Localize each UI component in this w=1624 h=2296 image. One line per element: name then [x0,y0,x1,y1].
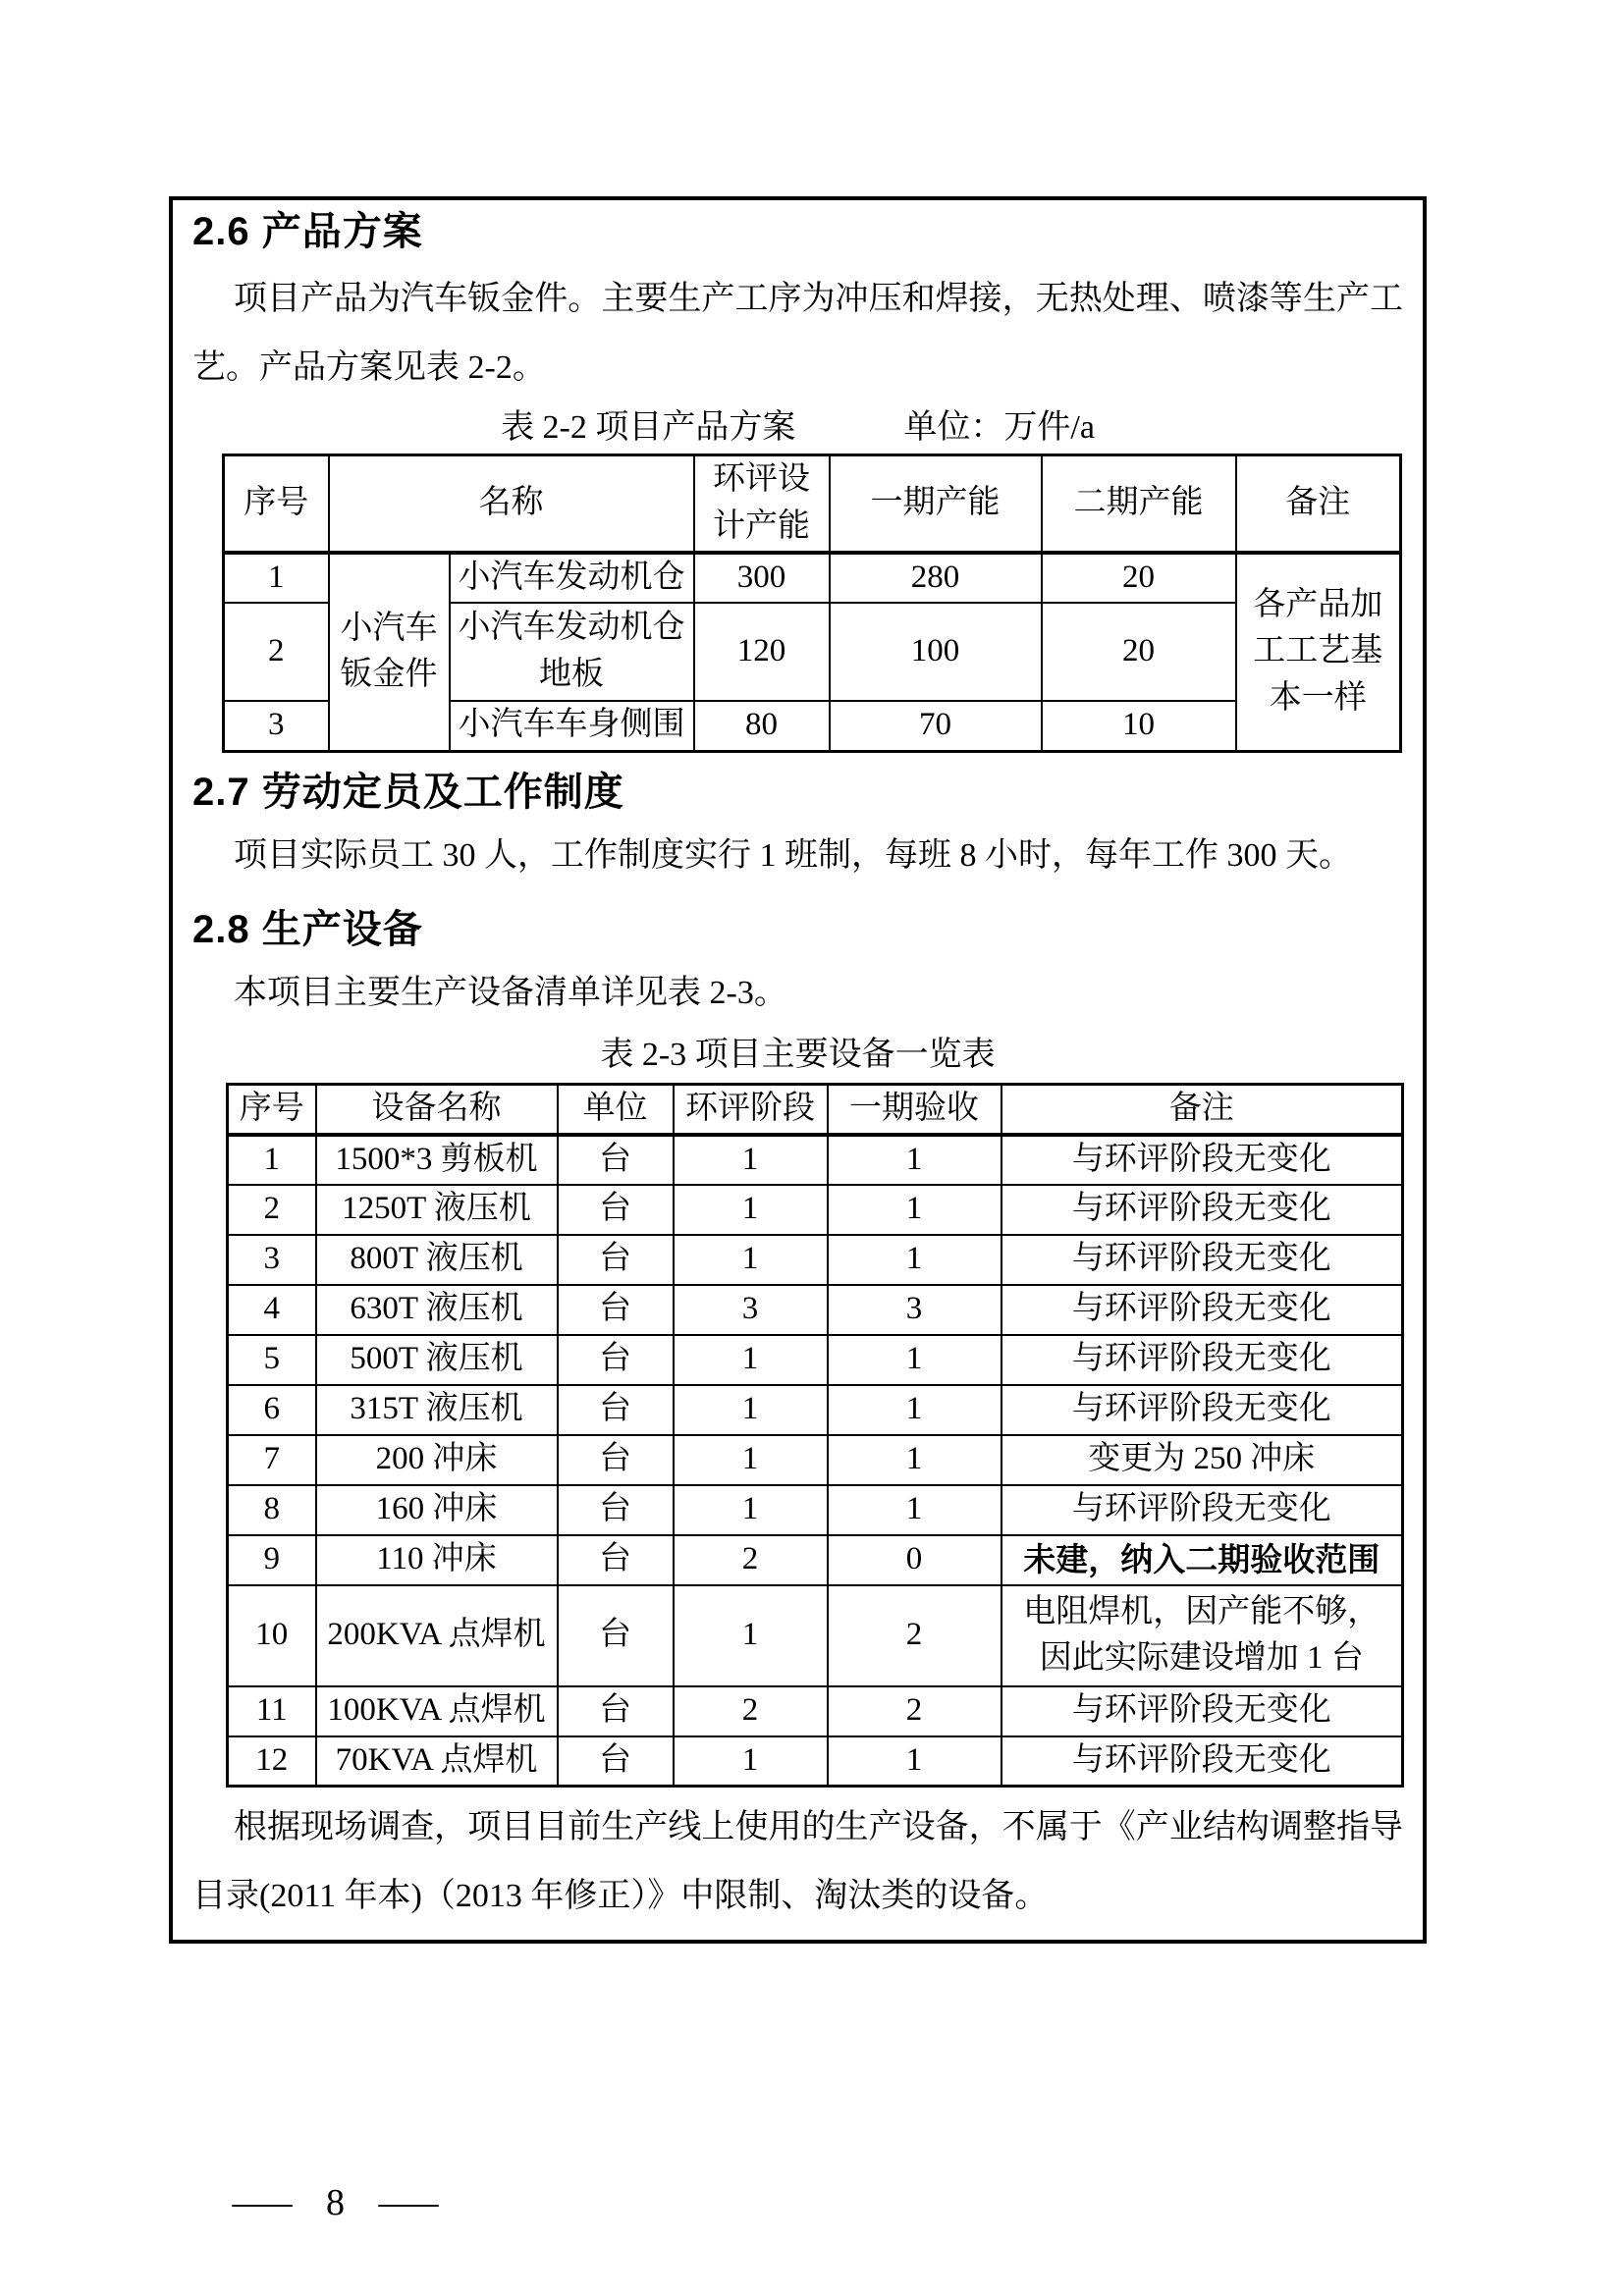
cell-equipment-name: 800T 液压机 [316,1235,558,1285]
cell-phase1-acceptance: 1 [828,1135,1001,1185]
cell-eia-stage: 1 [674,1385,828,1435]
cell-equipment-name: 110 冲床 [316,1535,558,1585]
footer-left-dash: — [232,2182,293,2223]
cell-unit: 台 [558,1435,674,1485]
header-remark: 备注 [1001,1085,1403,1135]
cell-phase1-acceptance: 1 [828,1185,1001,1235]
table-row [228,1686,1403,1736]
cell-serial: 3 [224,701,329,752]
table-row [228,1736,1403,1787]
cell-remark: 与环评阶段无变化 [1001,1736,1403,1787]
table-row [228,1135,1403,1185]
paragraph-2-6: 项目产品为汽车钣金件。主要生产工序为冲压和焊接，无热处理、喷漆等生产工艺。产品方案见表 2-2。 [192,281,1403,386]
cell-unit: 台 [558,1235,674,1285]
table-row [228,1385,1403,1435]
table-2-2-product-plan [222,454,1402,753]
cell-serial: 2 [228,1185,316,1235]
cell-phase1-acceptance: 0 [828,1535,1001,1585]
cell-remark: 与环评阶段无变化 [1001,1235,1403,1285]
header-equipment-name: 设备名称 [316,1085,558,1135]
table-2-2-header-row [224,455,1401,553]
cell-phase2-capacity: 20 [1042,603,1236,701]
paragraph-2-8: 本项目主要生产设备清单详见表 2-3。 [234,975,787,1012]
cell-serial: 2 [224,603,329,701]
cell-phase2-capacity: 10 [1042,701,1236,752]
cell-remark: 未建，纳入二期验收范围 [1001,1535,1403,1585]
cell-unit: 台 [558,1185,674,1235]
header-serial: 序号 [224,455,329,553]
cell-phase1-acceptance: 1 [828,1335,1001,1385]
cell-equipment-name: 200KVA 点焊机 [316,1585,558,1686]
cell-phase1-acceptance: 1 [828,1385,1001,1435]
cell-phase1-acceptance: 1 [828,1235,1001,1285]
cell-eia-stage: 1 [674,1736,828,1787]
cell-eia-stage: 1 [674,1585,828,1686]
cell-serial: 11 [228,1686,316,1736]
header-phase1-capacity: 一期产能 [830,455,1042,553]
cell-eia-stage: 2 [674,1535,828,1585]
section-heading-2-7: 2.7 劳动定员及工作制度 [192,771,624,815]
table-row [228,1585,1403,1686]
cell-eia-stage: 1 [674,1135,828,1185]
footer-right-dash: — [378,2182,439,2223]
cell-phase1-acceptance: 2 [828,1585,1001,1686]
section-heading-2-6: 2.6 产品方案 [192,210,423,253]
table-row [224,553,1401,603]
cell-remark: 电阻焊机，因产能不够，因此实际建设增加 1 台 [1001,1585,1403,1686]
cell-eia-stage: 1 [674,1235,828,1285]
cell-phase1-acceptance: 2 [828,1686,1001,1736]
cell-product-name: 小汽车发动机仓 [450,553,694,603]
cell-serial: 4 [228,1285,316,1335]
cell-remark: 与环评阶段无变化 [1001,1485,1403,1535]
cell-unit: 台 [558,1285,674,1335]
cell-remark: 与环评阶段无变化 [1001,1135,1403,1185]
cell-unit: 台 [558,1135,674,1185]
cell-eia-stage: 1 [674,1185,828,1235]
header-remark: 备注 [1236,455,1401,553]
table-row [228,1335,1403,1385]
header-phase1-acceptance: 一期验收 [828,1085,1001,1135]
cell-equipment-name: 315T 液压机 [316,1385,558,1435]
cell-phase1-acceptance: 1 [828,1435,1001,1485]
cell-unit: 台 [558,1485,674,1535]
cell-unit: 台 [558,1585,674,1686]
cell-equipment-name: 200 冲床 [316,1435,558,1485]
cell-unit: 台 [558,1686,674,1736]
cell-eia-stage: 2 [674,1686,828,1736]
cell-unit: 台 [558,1385,674,1435]
cell-remark: 与环评阶段无变化 [1001,1335,1403,1385]
cell-serial: 12 [228,1736,316,1787]
table-row [228,1185,1403,1235]
cell-phase1-capacity: 100 [830,603,1042,701]
cell-group-remark: 各产品加工工艺基本一样 [1236,553,1401,752]
table-row [228,1435,1403,1485]
table-row [228,1235,1403,1285]
cell-serial: 6 [228,1385,316,1435]
cell-eia-stage: 1 [674,1335,828,1385]
header-eia-stage: 环评阶段 [674,1085,828,1135]
cell-serial: 8 [228,1485,316,1535]
cell-serial: 5 [228,1335,316,1385]
cell-serial: 7 [228,1435,316,1485]
cell-unit: 台 [558,1736,674,1787]
cell-serial: 10 [228,1585,316,1686]
cell-equipment-name: 630T 液压机 [316,1285,558,1335]
cell-equipment-name: 100KVA 点焊机 [316,1686,558,1736]
table-2-3-equipment-list [226,1083,1404,1788]
cell-phase2-capacity: 20 [1042,553,1236,603]
table-2-3-header-row [228,1085,1403,1135]
cell-unit: 台 [558,1535,674,1585]
cell-remark: 与环评阶段无变化 [1001,1285,1403,1335]
cell-design-capacity: 80 [694,701,830,752]
cell-product-group: 小汽车钣金件 [329,553,450,752]
cell-phase1-acceptance: 1 [828,1485,1001,1535]
table-row [228,1535,1403,1585]
cell-eia-stage: 3 [674,1285,828,1335]
header-name: 名称 [329,455,694,553]
cell-product-name: 小汽车发动机仓地板 [450,603,694,701]
cell-equipment-name: 1250T 液压机 [316,1185,558,1235]
cell-serial: 1 [224,553,329,603]
cell-equipment-name: 160 冲床 [316,1485,558,1535]
table-2-2-caption-row [192,406,1403,450]
cell-remark: 与环评阶段无变化 [1001,1185,1403,1235]
header-design-capacity: 环评设计产能 [694,455,830,553]
cell-serial: 1 [228,1135,316,1185]
header-unit: 单位 [558,1085,674,1135]
cell-remark: 与环评阶段无变化 [1001,1385,1403,1435]
cell-serial: 9 [228,1535,316,1585]
header-phase2-capacity: 二期产能 [1042,455,1236,553]
paragraph-2-7: 项目实际员工 30 人，工作制度实行 1 班制，每班 8 小时，每年工作 300 天。 [234,837,1352,875]
cell-unit: 台 [558,1335,674,1385]
cell-phase1-acceptance: 3 [828,1285,1001,1335]
cell-serial: 3 [228,1235,316,1285]
cell-remark: 变更为 250 冲床 [1001,1435,1403,1485]
table-2-2-unit: 单位：万件/a [903,409,1095,446]
table-row [228,1285,1403,1335]
cell-phase1-acceptance: 1 [828,1736,1001,1787]
page-number: 8 [326,2182,345,2223]
cell-product-name: 小汽车车身侧围 [450,701,694,752]
closing-paragraph: 根据现场调查，项目目前生产线上使用的生产设备，不属于《产业结构调整指导目录(2011 年本)（2013 年修正）》中限制、淘汰类的设备。 [192,1809,1403,1915]
cell-phase1-capacity: 280 [830,553,1042,603]
table-2-2-title: 表 2-2 项目产品方案 [501,409,796,446]
cell-design-capacity: 120 [694,603,830,701]
table-2-3-title: 表 2-3 项目主要设备一览表 [600,1037,996,1074]
cell-equipment-name: 1500*3 剪板机 [316,1135,558,1185]
page-footer [232,2181,439,2224]
table-2-3-caption-row [192,1034,1403,1077]
header-serial: 序号 [228,1085,316,1135]
cell-design-capacity: 300 [694,553,830,603]
cell-phase1-capacity: 70 [830,701,1042,752]
table-row [228,1485,1403,1535]
content-border-box [169,196,1427,1944]
cell-eia-stage: 1 [674,1485,828,1535]
cell-equipment-name: 70KVA 点焊机 [316,1736,558,1787]
cell-eia-stage: 1 [674,1435,828,1485]
cell-remark: 与环评阶段无变化 [1001,1686,1403,1736]
section-heading-2-8: 2.8 生产设备 [192,908,423,952]
cell-equipment-name: 500T 液压机 [316,1335,558,1385]
